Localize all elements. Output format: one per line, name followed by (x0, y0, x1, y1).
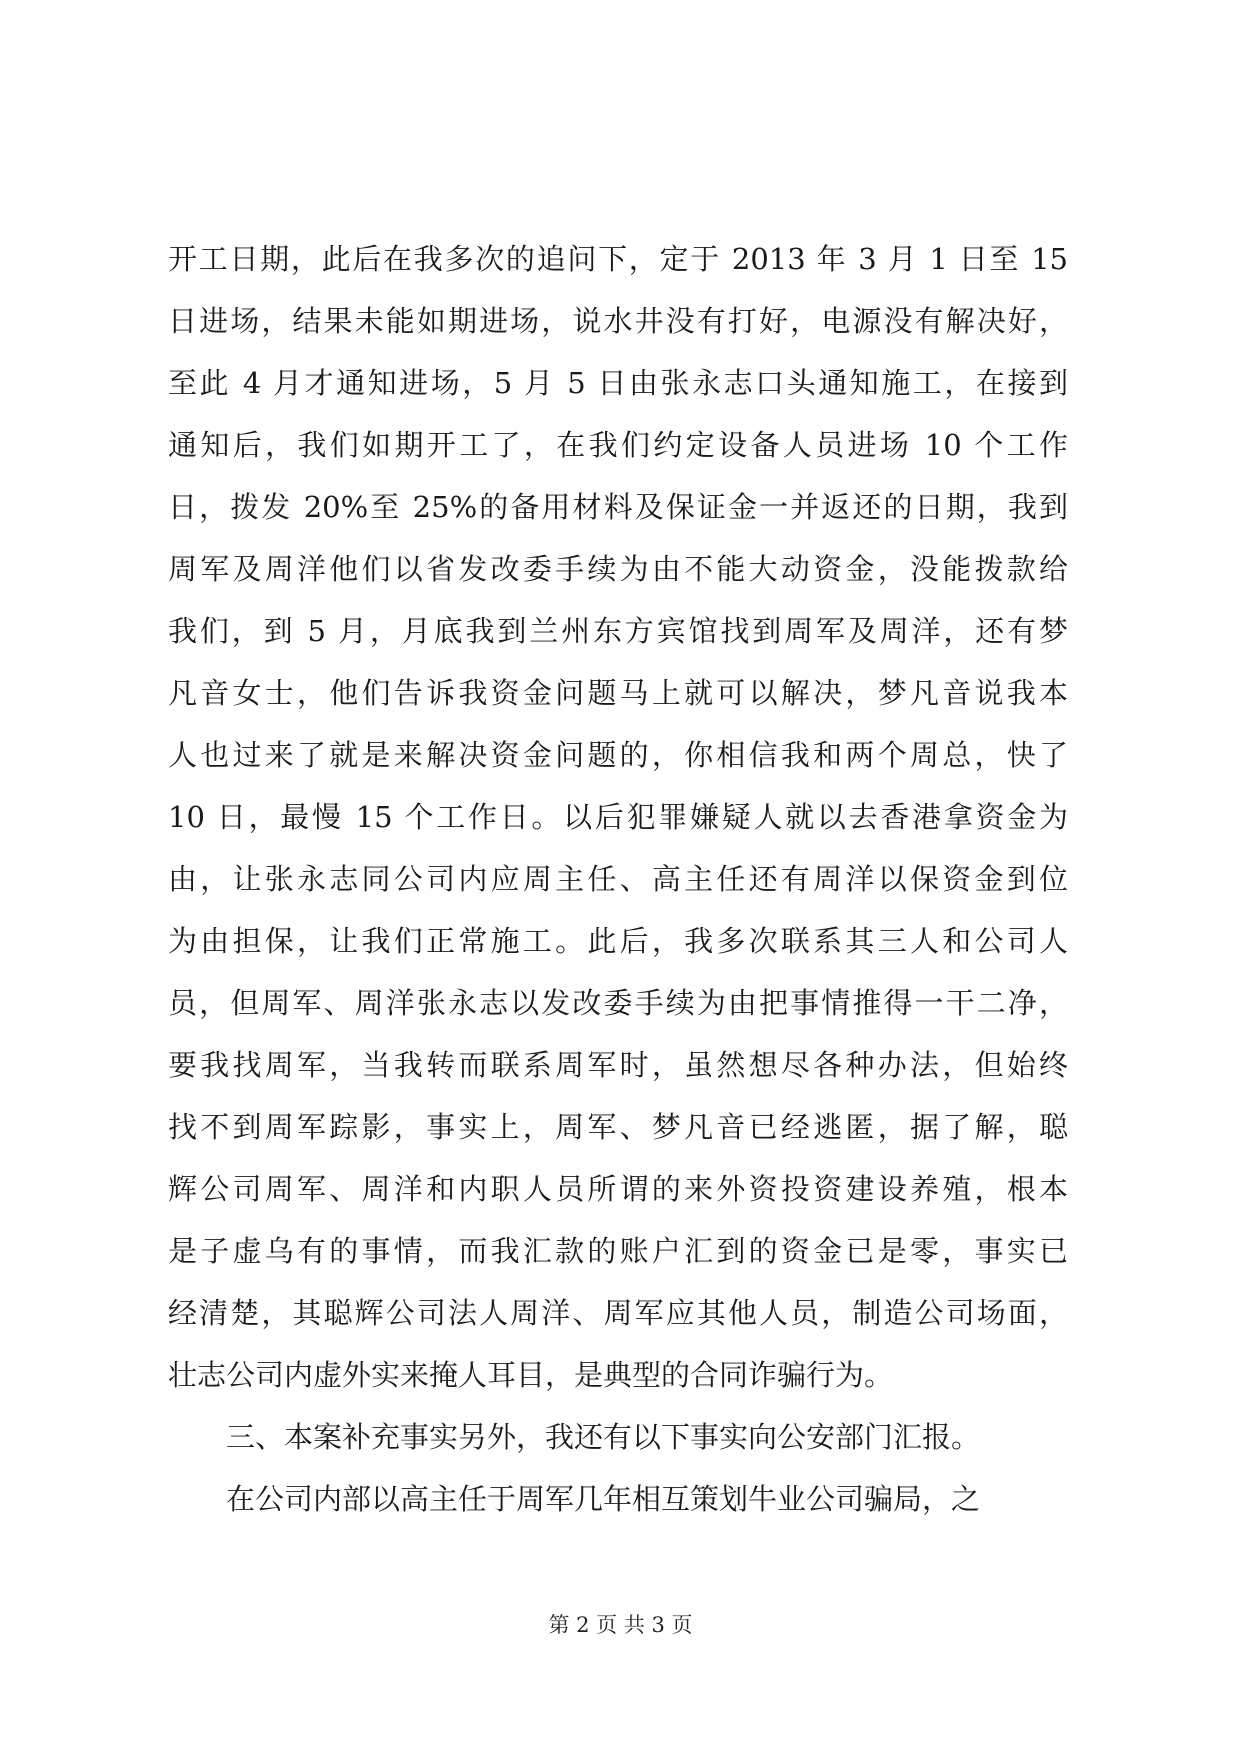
text-line: 在公司内部以高主任于周军几年相互策划牛业公司骗局，之 (168, 1482, 981, 1516)
text-line: 是子虚乌有的事情，而我汇款的账户汇到的资金已是零，事实已 (168, 1234, 1068, 1268)
text-line: 我们，到 5 月，月底我到兰州东方宾馆找到周军及周洋，还有梦 (168, 614, 1068, 648)
text-line: 辉公司周军、周洋和内职人员所谓的来外资投资建设养殖，根本 (168, 1172, 1068, 1206)
text-line: 凡音女士，他们告诉我资金问题马上就可以解决，梦凡音说我本 (168, 676, 1068, 710)
section-heading: 三、本案补充事实另外，我还有以下事实向公安部门汇报。 (168, 1420, 981, 1454)
text-line: 壮志公司内虚外实来掩人耳目，是典型的合同诈骗行为。 (168, 1358, 894, 1392)
body-text (168, 228, 1068, 1530)
text-line: 人也过来了就是来解决资金问题的，你相信我和两个周总，快了 (168, 738, 1068, 772)
text-line: 为由担保，让我们正常施工。此后，我多次联系其三人和公司人 (168, 924, 1068, 958)
text-line: 员，但周军、周洋张永志以发改委手续为由把事情推得一干二净， (168, 986, 1068, 1020)
text-line: 开工日期，此后在我多次的追问下，定于 2013 年 3 月 1 日至 15 (168, 242, 1068, 276)
text-line: 找不到周军踪影，事实上，周军、梦凡音已经逃匿，据了解，聪 (168, 1110, 1068, 1144)
text-line: 至此 4 月才通知进场，5 月 5 日由张永志口头通知施工，在接到 (168, 366, 1068, 400)
text-line: 10 日，最慢 15 个工作日。以后犯罪嫌疑人就以去香港拿资金为 (168, 800, 1068, 834)
page-number-footer: 第 2 页 共 3 页 (548, 1613, 693, 1637)
text-line: 周军及周洋他们以省发改委手续为由不能大动资金，没能拨款给 (168, 552, 1068, 586)
text-line: 通知后，我们如期开工了，在我们约定设备人员进场 10 个工作 (168, 428, 1068, 462)
text-line: 要我找周军，当我转而联系周军时，虽然想尽各种办法，但始终 (168, 1048, 1068, 1082)
text-line: 经清楚，其聪辉公司法人周洋、周军应其他人员，制造公司场面， (168, 1296, 1068, 1330)
text-line: 日，拨发 20%至 25%的备用材料及保证金一并返还的日期，我到 (168, 490, 1068, 524)
text-line: 由，让张永志同公司内应周主任、高主任还有周洋以保资金到位 (168, 862, 1068, 896)
text-line: 日进场，结果未能如期进场，说水井没有打好，电源没有解决好， (168, 304, 1068, 338)
